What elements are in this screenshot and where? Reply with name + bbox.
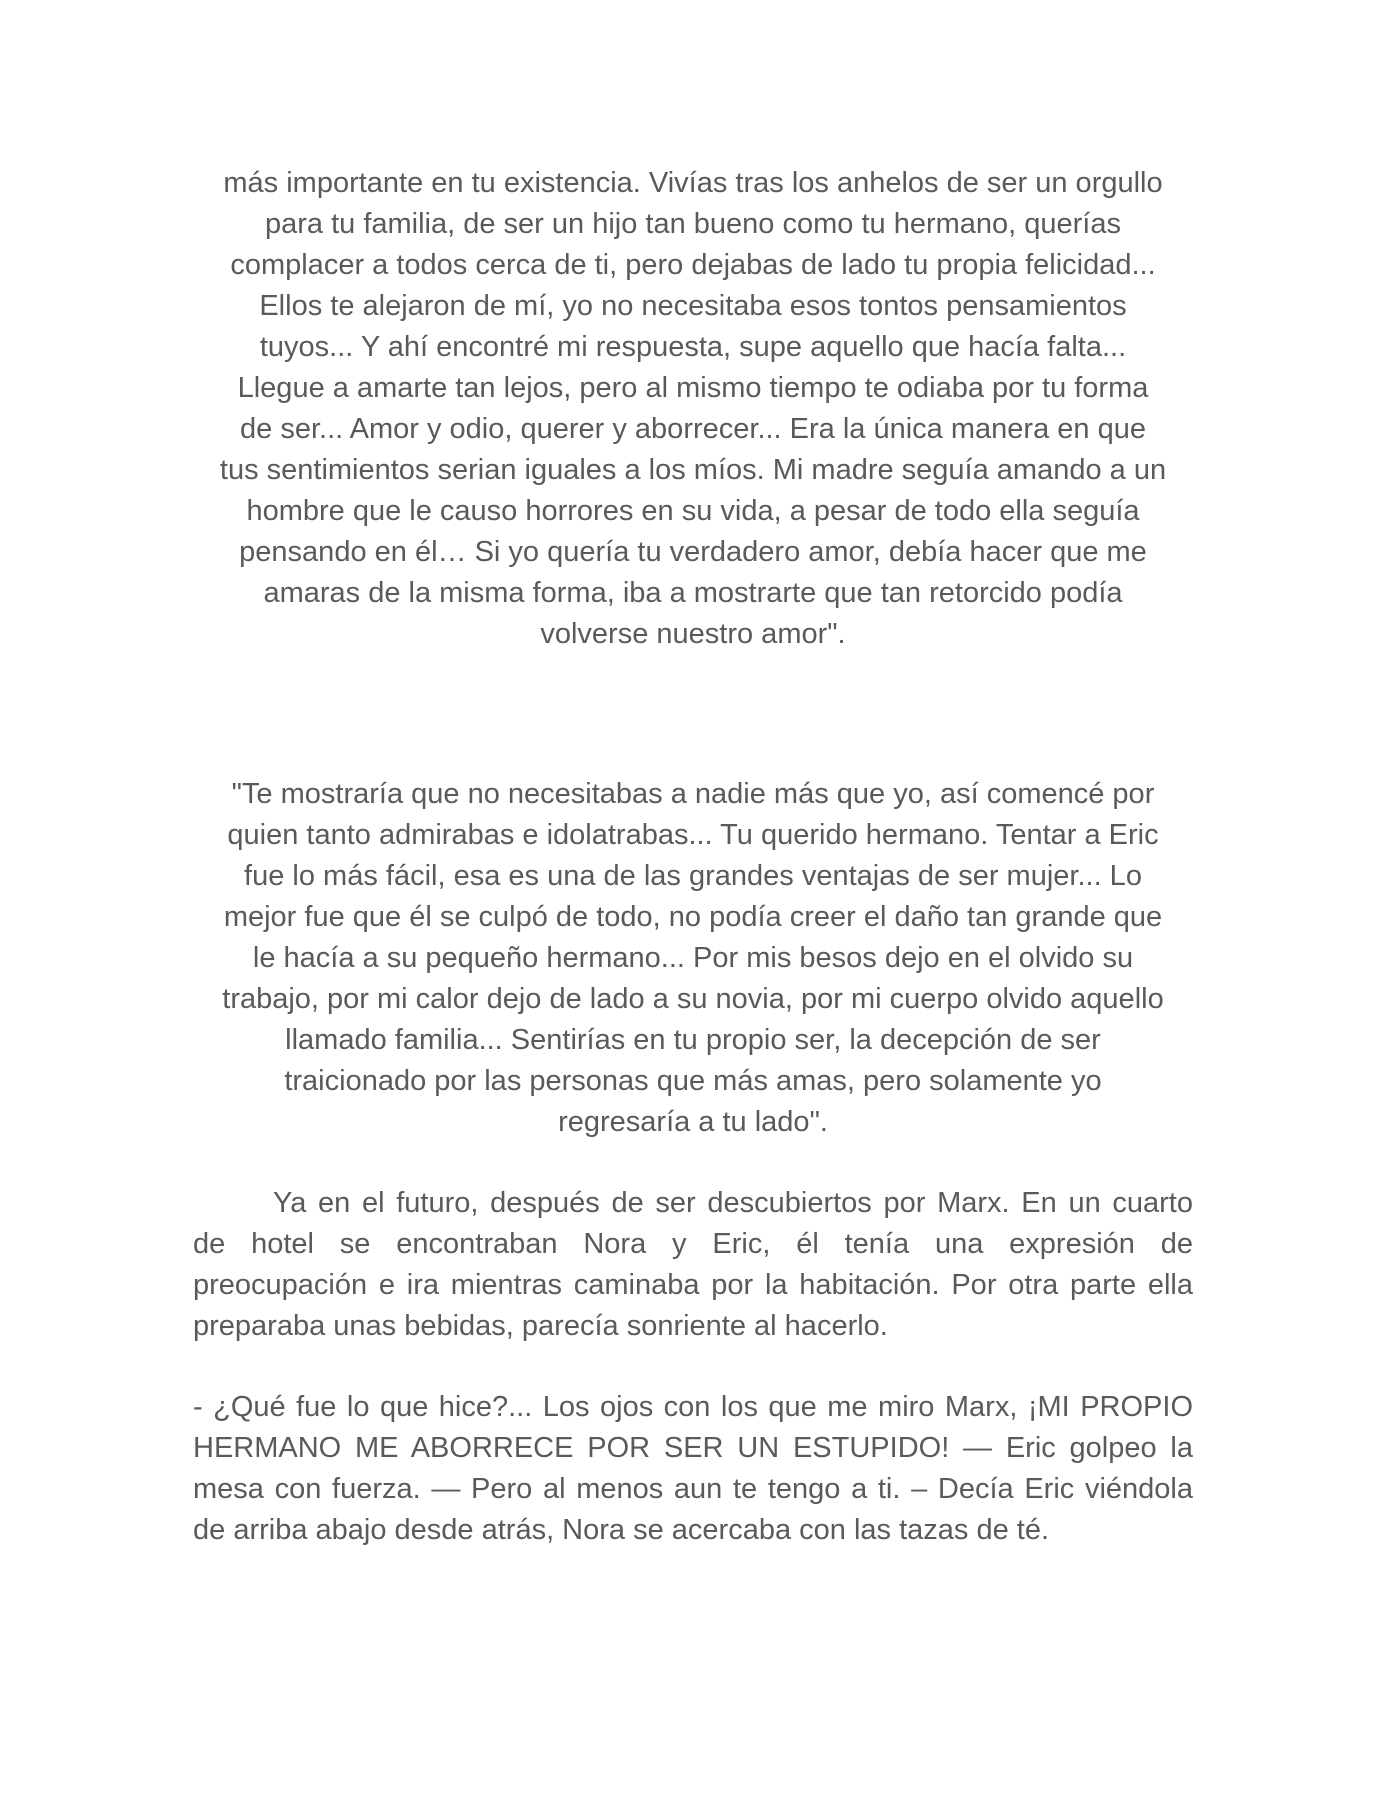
text-line: complacer a todos cerca de ti, pero dejabas de lado tu propia felicidad... [230,249,1156,281]
paragraph-4 [193,1387,1193,1551]
text-line: pensando en él… Si yo quería tu verdadero amor, debía hacer que me [239,536,1147,568]
text-line: de ser... Amor y odio, querer y aborrecer... Era la única manera en que [240,413,1146,445]
text-line: mesa con fuerza. — Pero al menos aun te tengo a ti. – Decía Eric viéndola [193,1473,1193,1505]
text-line: HERMANO ME ABORRECE POR SER UN ESTUPIDO! — Eric golpeo la [193,1432,1193,1464]
text-line: de hotel se encontraban Nora y Eric, él tenía una expresión de [193,1228,1193,1260]
text-line: más importante en tu existencia. Vivías tras los anhelos de ser un orgullo [223,167,1163,199]
text-line: amaras de la misma forma, iba a mostrarte que tan retorcido podía [263,577,1123,609]
text-line: mejor fue que él se culpó de todo, no podía creer el daño tan grande que [223,901,1163,933]
text-line: llamado familia... Sentirías en tu propio ser, la decepción de ser [285,1024,1101,1056]
text-line: - ¿Qué fue lo que hice?... Los ojos con los que me miro Marx, ¡MI PROPIO [193,1391,1193,1423]
text-line: de arriba abajo desde atrás, Nora se acercaba con las tazas de té. [193,1514,1050,1546]
text-line: fue lo más fácil, esa es una de las grandes ventajas de ser mujer... Lo [244,860,1142,892]
text-line: le hacía a su pequeño hermano... Por mis besos dejo en el olvido su [252,942,1134,974]
paragraph-3 [193,1183,1193,1347]
text-line: volverse nuestro amor". [540,618,846,650]
text-line: regresaría a tu lado". [558,1106,828,1138]
paragraph-2 [193,774,1193,1143]
text-line: hombre que le causo horrores en su vida, a pesar de todo ella seguía [246,495,1140,527]
text-line: "Te mostraría que no necesitabas a nadie más que yo, así comencé por [231,778,1155,810]
text-line: Ya en el futuro, después de ser descubiertos por Marx. En un cuarto [273,1187,1193,1219]
text-line: tuyos... Y ahí encontré mi respuesta, supe aquello que hacía falta... [259,331,1127,363]
text-line: preocupación e ira mientras caminaba por la habitación. Por otra parte ella [193,1269,1193,1301]
text-line: traicionado por las personas que más amas, pero solamente yo [284,1065,1102,1097]
text-line: tus sentimientos serian iguales a los míos. Mi madre seguía amando a un [219,454,1167,486]
text-line: trabajo, por mi calor dejo de lado a su novia, por mi cuerpo olvido aquello [222,983,1164,1015]
text-line: para tu familia, de ser un hijo tan bueno como tu hermano, querías [264,208,1121,240]
paragraph-1 [193,163,1193,655]
text-line: Ellos te alejaron de mí, yo no necesitaba esos tontos pensamientos [259,290,1127,322]
text-line: preparaba unas bebidas, parecía sonriente al hacerlo. [193,1310,888,1342]
text-line: Llegue a amarte tan lejos, pero al mismo tiempo te odiaba por tu forma [237,372,1149,404]
text-line: quien tanto admirabas e idolatrabas... Tu querido hermano. Tentar a Eric [227,819,1159,851]
